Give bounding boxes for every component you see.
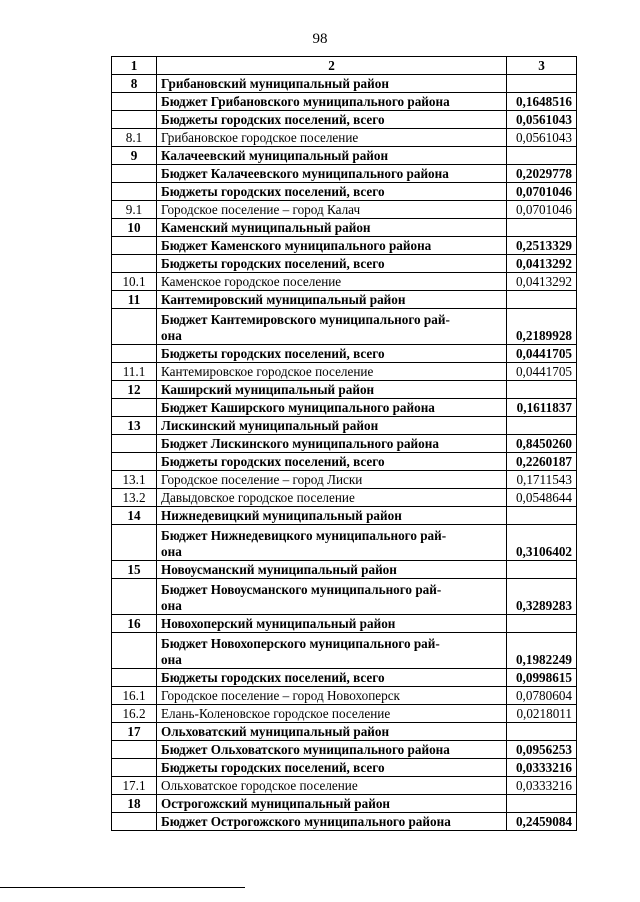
row-value: 0,0441705 — [507, 345, 577, 363]
row-name: Новохоперский муниципальный район — [157, 615, 507, 633]
row-name: Грибановский муниципальный район — [157, 75, 507, 93]
row-value: 0,2513329 — [507, 237, 577, 255]
row-number — [112, 453, 157, 471]
table-row — [112, 219, 577, 237]
row-name: Городское поселение – город Лиски — [157, 471, 507, 489]
table-row — [112, 435, 577, 453]
row-name: Бюджет Калачеевского муниципального района — [157, 165, 507, 183]
table-row — [112, 255, 577, 273]
row-value — [507, 219, 577, 237]
table-header-row — [112, 57, 577, 75]
row-value: 0,0561043 — [507, 111, 577, 129]
row-name: Бюджет Кантемировского муниципального рай- она — [157, 309, 507, 345]
table-row — [112, 489, 577, 507]
row-name: Бюджет Острогожского муниципального района — [157, 813, 507, 831]
row-name: Давыдовское городское поселение — [157, 489, 507, 507]
table-row — [112, 291, 577, 309]
row-number: 12 — [112, 381, 157, 399]
row-value: 0,0333216 — [507, 759, 577, 777]
table-row — [112, 669, 577, 687]
row-name: Городское поселение – город Новохоперск — [157, 687, 507, 705]
table-row — [112, 525, 577, 561]
header-col-1: 1 — [112, 57, 157, 75]
table-row — [112, 399, 577, 417]
row-number — [112, 111, 157, 129]
row-number: 13 — [112, 417, 157, 435]
table-row — [112, 777, 577, 795]
table-row — [112, 453, 577, 471]
table-row — [112, 471, 577, 489]
footer-rule — [0, 887, 245, 888]
table-row — [112, 363, 577, 381]
row-value: 0,0218011 — [507, 705, 577, 723]
row-value: 0,0413292 — [507, 273, 577, 291]
row-number — [112, 399, 157, 417]
row-name: Ольховатское городское поселение — [157, 777, 507, 795]
row-value: 0,1648516 — [507, 93, 577, 111]
row-number — [112, 183, 157, 201]
row-value: 0,3289283 — [507, 579, 577, 615]
row-number — [112, 759, 157, 777]
row-number: 11 — [112, 291, 157, 309]
row-value: 0,0701046 — [507, 183, 577, 201]
row-value: 0,8450260 — [507, 435, 577, 453]
row-number — [112, 579, 157, 615]
table-row — [112, 813, 577, 831]
row-value: 0,1611837 — [507, 399, 577, 417]
row-value: 0,3106402 — [507, 525, 577, 561]
row-name: Елань-Коленовское городское поселение — [157, 705, 507, 723]
table-row — [112, 237, 577, 255]
row-name: Каменский муниципальный район — [157, 219, 507, 237]
row-value: 0,2189928 — [507, 309, 577, 345]
row-value: 0,0998615 — [507, 669, 577, 687]
table-row — [112, 723, 577, 741]
row-number — [112, 435, 157, 453]
table-row — [112, 93, 577, 111]
table-row — [112, 165, 577, 183]
row-value: 0,0780604 — [507, 687, 577, 705]
row-name: Бюджеты городских поселений, всего — [157, 669, 507, 687]
table-row — [112, 741, 577, 759]
row-value: 0,0441705 — [507, 363, 577, 381]
table-row — [112, 345, 577, 363]
row-number — [112, 345, 157, 363]
row-number — [112, 255, 157, 273]
row-value — [507, 75, 577, 93]
page-number: 98 — [312, 31, 328, 47]
row-value: 0,2029778 — [507, 165, 577, 183]
table-row — [112, 309, 577, 345]
row-name: Грибановское городское поселение — [157, 129, 507, 147]
row-name: Бюджет Новохоперского муниципального рай- она — [157, 633, 507, 669]
table-row — [112, 507, 577, 525]
row-value — [507, 723, 577, 741]
row-name: Бюджет Грибановского муниципального района — [157, 93, 507, 111]
table-row — [112, 273, 577, 291]
row-name: Лискинский муниципальный район — [157, 417, 507, 435]
row-name: Новоусманский муниципальный район — [157, 561, 507, 579]
row-name: Каменское городское поселение — [157, 273, 507, 291]
table-row — [112, 417, 577, 435]
table-row — [112, 147, 577, 165]
row-name: Бюджеты городских поселений, всего — [157, 453, 507, 471]
row-name: Городское поселение – город Калач — [157, 201, 507, 219]
row-value — [507, 291, 577, 309]
row-number: 8.1 — [112, 129, 157, 147]
row-value: 0,0701046 — [507, 201, 577, 219]
row-name: Ольховатский муниципальный район — [157, 723, 507, 741]
row-number: 18 — [112, 795, 157, 813]
row-value: 0,2459084 — [507, 813, 577, 831]
row-number: 10 — [112, 219, 157, 237]
header-col-2: 2 — [157, 57, 507, 75]
row-value — [507, 795, 577, 813]
row-number: 8 — [112, 75, 157, 93]
row-value — [507, 615, 577, 633]
row-value: 0,2260187 — [507, 453, 577, 471]
row-number: 16.1 — [112, 687, 157, 705]
row-name: Бюджеты городских поселений, всего — [157, 111, 507, 129]
row-value: 0,0413292 — [507, 255, 577, 273]
row-number: 14 — [112, 507, 157, 525]
row-value: 0,1711543 — [507, 471, 577, 489]
row-number: 10.1 — [112, 273, 157, 291]
budget-table — [111, 56, 577, 831]
row-number: 13.2 — [112, 489, 157, 507]
row-name: Бюджет Лискинского муниципального района — [157, 435, 507, 453]
row-number: 9.1 — [112, 201, 157, 219]
table-row — [112, 129, 577, 147]
row-value — [507, 147, 577, 165]
row-name: Бюджет Новоусманского муниципального рай- она — [157, 579, 507, 615]
row-name: Каширский муниципальный район — [157, 381, 507, 399]
table-row — [112, 183, 577, 201]
row-name: Нижнедевицкий муниципальный район — [157, 507, 507, 525]
row-number: 16 — [112, 615, 157, 633]
row-name: Бюджет Каменского муниципального района — [157, 237, 507, 255]
row-number — [112, 93, 157, 111]
row-value — [507, 507, 577, 525]
row-value — [507, 417, 577, 435]
row-value: 0,0561043 — [507, 129, 577, 147]
table-row — [112, 75, 577, 93]
table-row — [112, 381, 577, 399]
row-name: Бюджет Нижнедевицкого муниципального рай- она — [157, 525, 507, 561]
table-row — [112, 759, 577, 777]
row-number: 16.2 — [112, 705, 157, 723]
row-name: Кантемировское городское поселение — [157, 363, 507, 381]
row-name: Бюджеты городских поселений, всего — [157, 345, 507, 363]
row-number — [112, 669, 157, 687]
table-row — [112, 201, 577, 219]
row-number — [112, 309, 157, 345]
row-number — [112, 237, 157, 255]
table-row — [112, 795, 577, 813]
table-row — [112, 705, 577, 723]
table-row — [112, 561, 577, 579]
table-row — [112, 615, 577, 633]
row-number: 15 — [112, 561, 157, 579]
row-name: Калачеевский муниципальный район — [157, 147, 507, 165]
table-row — [112, 633, 577, 669]
row-value: 0,0333216 — [507, 777, 577, 795]
table-row — [112, 687, 577, 705]
row-name: Острогожский муниципальный район — [157, 795, 507, 813]
row-number: 13.1 — [112, 471, 157, 489]
row-value — [507, 561, 577, 579]
row-number — [112, 165, 157, 183]
table-row — [112, 579, 577, 615]
row-name: Кантемировский муниципальный район — [157, 291, 507, 309]
row-value: 0,1982249 — [507, 633, 577, 669]
row-value: 0,0548644 — [507, 489, 577, 507]
row-name: Бюджеты городских поселений, всего — [157, 183, 507, 201]
header-col-3: 3 — [507, 57, 577, 75]
table-row — [112, 111, 577, 129]
row-number — [112, 741, 157, 759]
row-name: Бюджет Ольховатского муниципального района — [157, 741, 507, 759]
row-number: 11.1 — [112, 363, 157, 381]
row-number — [112, 525, 157, 561]
row-number — [112, 633, 157, 669]
row-number: 9 — [112, 147, 157, 165]
row-name: Бюджет Каширского муниципального района — [157, 399, 507, 417]
row-number — [112, 813, 157, 831]
row-name: Бюджеты городских поселений, всего — [157, 255, 507, 273]
row-value: 0,0956253 — [507, 741, 577, 759]
row-name: Бюджеты городских поселений, всего — [157, 759, 507, 777]
row-number: 17.1 — [112, 777, 157, 795]
row-value — [507, 381, 577, 399]
row-number: 17 — [112, 723, 157, 741]
